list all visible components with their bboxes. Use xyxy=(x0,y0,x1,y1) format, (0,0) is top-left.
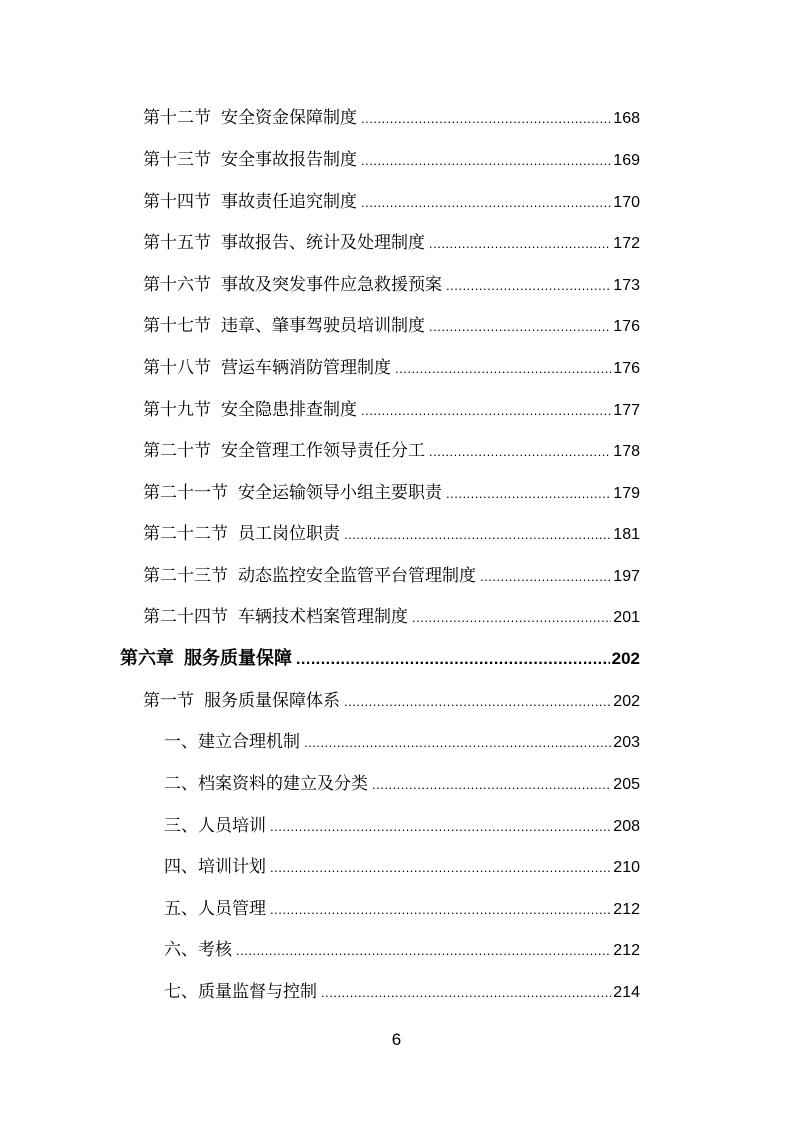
toc-dot-leader xyxy=(361,104,611,134)
toc-entry-page: 179 xyxy=(613,485,640,502)
toc-entry-page: 172 xyxy=(613,235,640,252)
toc-entry[interactable] xyxy=(143,602,640,632)
toc-entry-number: 第十四节 xyxy=(143,192,211,212)
toc-entry-page: 212 xyxy=(613,901,640,918)
toc-entry-number: 第十五节 xyxy=(143,233,211,253)
toc-entry-title: 五、人员管理 xyxy=(164,899,266,919)
toc-entry-page: 169 xyxy=(613,152,640,169)
toc-entry[interactable] xyxy=(143,103,640,133)
toc-dot-leader xyxy=(372,770,611,800)
toc-dot-leader xyxy=(429,437,611,467)
toc-subentry[interactable] xyxy=(164,894,640,924)
toc-entry[interactable] xyxy=(143,353,640,383)
toc-dot-leader xyxy=(270,853,611,883)
toc-entry-title: 安全运输领导小组主要职责 xyxy=(238,483,442,503)
toc-entry-page: 170 xyxy=(613,194,640,211)
toc-entry-label xyxy=(143,395,357,425)
toc-entry-label xyxy=(120,644,292,674)
toc-entry-label xyxy=(143,103,357,133)
toc-dot-leader xyxy=(446,479,611,509)
toc-entry-title: 七、质量监督与控制 xyxy=(164,982,317,1002)
page-number: 6 xyxy=(391,1030,402,1049)
toc-entry-label xyxy=(143,686,340,716)
toc-entry[interactable] xyxy=(143,395,640,425)
toc-entry-number: 第十二节 xyxy=(143,108,211,128)
toc-entry-page: 201 xyxy=(613,609,640,626)
toc-subentry[interactable] xyxy=(164,935,640,965)
toc-entry-title: 四、培训计划 xyxy=(164,857,266,877)
toc-entry-number: 第二十三节 xyxy=(143,566,228,586)
toc-dot-leader xyxy=(429,229,611,259)
toc-entry-title: 事故报告、统计及处理制度 xyxy=(221,233,425,253)
toc-dot-leader xyxy=(296,645,610,675)
toc-subentry[interactable] xyxy=(164,811,640,841)
toc-entry-number: 第十九节 xyxy=(143,400,211,420)
toc-entry-number: 第二十一节 xyxy=(143,483,228,503)
toc-entry-label xyxy=(143,602,408,632)
toc-dot-leader xyxy=(412,603,611,633)
toc-entry-number: 第十三节 xyxy=(143,150,211,170)
toc-dot-leader xyxy=(446,271,611,301)
toc-entry-title: 动态监控安全监管平台管理制度 xyxy=(238,566,476,586)
toc-entry-page: 212 xyxy=(613,942,640,959)
toc-entry-number: 第十六节 xyxy=(143,275,211,295)
toc-entry-label xyxy=(143,478,442,508)
toc-entry-title: 六、考核 xyxy=(164,940,232,960)
toc-entry[interactable] xyxy=(143,311,640,341)
toc-entry-title: 员工岗位职责 xyxy=(238,524,340,544)
toc-entry-page: 205 xyxy=(613,776,640,793)
toc-entry[interactable] xyxy=(143,519,640,549)
toc-entry-label xyxy=(143,436,425,466)
toc-entry-page: 202 xyxy=(613,693,640,710)
toc-dot-leader xyxy=(395,354,611,384)
toc-dot-leader xyxy=(304,728,611,758)
toc-entry-page: 214 xyxy=(613,984,640,1001)
toc-entry-page: 177 xyxy=(613,402,640,419)
toc-entry-label xyxy=(143,311,425,341)
toc-entry-title: 车辆技术档案管理制度 xyxy=(238,607,408,627)
toc-entry-title: 事故及突发事件应急救援预案 xyxy=(221,275,442,295)
toc-dot-leader xyxy=(344,520,611,550)
toc-entry-label xyxy=(143,519,340,549)
toc-entry-title: 一、建立合理机制 xyxy=(164,732,300,752)
toc-dot-leader xyxy=(270,895,611,925)
toc-entry-page: 168 xyxy=(613,110,640,127)
toc-dot-leader xyxy=(344,687,611,717)
toc-entry[interactable] xyxy=(143,270,640,300)
toc-entry-title: 安全事故报告制度 xyxy=(221,150,357,170)
toc-entry-label xyxy=(143,187,357,217)
toc-chapter-entry[interactable] xyxy=(120,644,640,674)
toc-dot-leader xyxy=(361,396,611,426)
toc-dot-leader xyxy=(480,562,611,592)
toc-entry-label xyxy=(143,353,391,383)
toc-entry-number: 第二十二节 xyxy=(143,524,228,544)
toc-entry[interactable] xyxy=(143,686,640,716)
toc-entry-title: 二、档案资料的建立及分类 xyxy=(164,774,368,794)
toc-entry-title: 违章、肇事驾驶员培训制度 xyxy=(221,316,425,336)
toc-entry-number: 第二十四节 xyxy=(143,607,228,627)
toc-entry-title: 营运车辆消防管理制度 xyxy=(221,358,391,378)
toc-subentry[interactable] xyxy=(164,852,640,882)
toc-entry[interactable] xyxy=(143,561,640,591)
toc-dot-leader xyxy=(321,978,611,1008)
toc-entry-page: 176 xyxy=(613,318,640,335)
toc-entry-number: 第一节 xyxy=(143,691,194,711)
toc-entry-label xyxy=(143,145,357,175)
toc-entry-title: 安全隐患排查制度 xyxy=(221,400,357,420)
toc-entry-page: 208 xyxy=(613,818,640,835)
toc-dot-leader xyxy=(270,812,611,842)
toc-entry-title: 服务质量保障 xyxy=(184,648,292,669)
toc-entry[interactable] xyxy=(143,478,640,508)
toc-dot-leader xyxy=(361,188,611,218)
toc-entry-page: 197 xyxy=(613,568,640,585)
toc-entry-number: 第二十节 xyxy=(143,441,211,461)
toc-entry-page: 173 xyxy=(613,277,640,294)
toc-entry-page: 181 xyxy=(613,526,640,543)
toc-entry-title: 事故责任追究制度 xyxy=(221,192,357,212)
toc-entry-label xyxy=(143,228,425,258)
toc-entry-title: 安全管理工作领导责任分工 xyxy=(221,441,425,461)
toc-subentry[interactable] xyxy=(164,977,640,1007)
toc-subentry[interactable] xyxy=(164,727,640,757)
toc-dot-leader xyxy=(236,936,611,966)
toc-dot-leader xyxy=(361,146,611,176)
toc-entry-number: 第六章 xyxy=(120,648,174,669)
toc-entry-label xyxy=(143,270,442,300)
toc-entry-title: 服务质量保障体系 xyxy=(204,691,340,711)
toc-entry[interactable] xyxy=(143,187,640,217)
toc-entry[interactable] xyxy=(143,228,640,258)
toc-entry-page: 176 xyxy=(613,360,640,377)
toc-dot-leader xyxy=(429,312,611,342)
toc-entry-title: 安全资金保障制度 xyxy=(221,108,357,128)
toc-entry-number: 第十七节 xyxy=(143,316,211,336)
toc-entry-page: 202 xyxy=(611,649,640,668)
toc-entry-title: 三、人员培训 xyxy=(164,816,266,836)
toc-entry-page: 210 xyxy=(613,859,640,876)
toc-entry-page: 203 xyxy=(613,734,640,751)
toc-entry[interactable] xyxy=(143,145,640,175)
toc-subentry[interactable] xyxy=(164,769,640,799)
toc-entry-page: 178 xyxy=(613,443,640,460)
toc-entry-number: 第十八节 xyxy=(143,358,211,378)
toc-entry-label xyxy=(143,561,476,591)
toc-entry[interactable] xyxy=(143,436,640,466)
